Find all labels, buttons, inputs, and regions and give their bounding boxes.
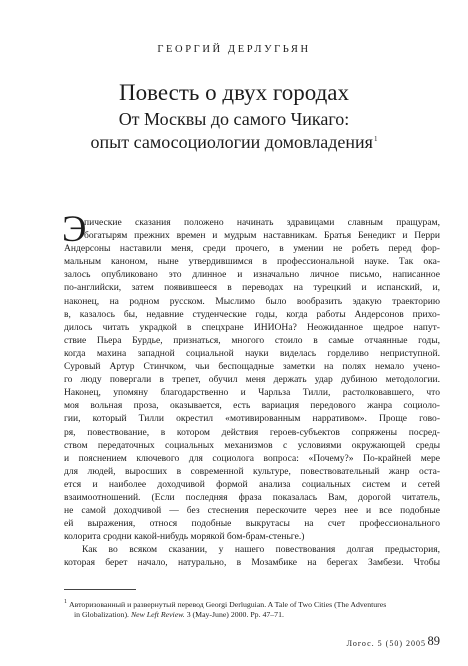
body-line: моя вольная проза, оказывается, есть вариация передового жанра социоло- [64, 400, 440, 412]
footnote-number: 1 [64, 599, 67, 605]
body-line: которая берет начало, натурально, в Мозамбике на берегах Замбези. Чтобы [64, 557, 440, 569]
subtitle-text: опыт самосоциологии домовладения [90, 132, 373, 152]
footnote-rule [64, 589, 136, 590]
body-line: гии, который Тилли окрестил «мотивированным нарративом». Проще гово- [64, 413, 440, 425]
body-line: и пояснением ключевого для социолога вопроса: «Почему?» По-крайней мере [64, 452, 440, 464]
body-line: залось опубликовано это длинное и изначально личное письмо, написанное [64, 269, 440, 281]
footnote-text: Авторизованный и развернутый перевод Georgi Derluguian. A Tale of Two Cities (The Adventures [69, 599, 387, 609]
body-line: ря, повествование, в котором действия героев-субъектов сопряжены посред- [64, 426, 440, 438]
body-line: наконец, на родном русском. Мыслимо было вообразить эдакую траекторию [64, 295, 440, 307]
body-line: Наконец, упомяну благодарственно и Чарльза Тилли, растолковавшего, что [64, 387, 440, 399]
body-line: когда махина западной социальной науки виделась горделиво неприступной. [64, 347, 440, 359]
body-line: ством передаточных социальных механизмов с условиями окружающей среды [64, 439, 440, 451]
footnote-text-b: 3 (May-June) 2000. Pp. 47–71. [186, 610, 284, 620]
footnote [64, 597, 440, 621]
footnote-text-a: in Globalization). [74, 610, 129, 620]
body-line: в, казалось бы, недавние студенческие годы, когда работы Андерсонов прихо- [64, 308, 440, 320]
body-line: богатырям прежних времен и мудрым наставникам. Братья Бенедикт и Перри [84, 230, 440, 242]
body-text [64, 216, 440, 570]
footnote-marker: 1 [373, 135, 378, 143]
author-name: ГЕОРГИЙ ДЕРЛУГЬЯН [157, 44, 311, 55]
body-line: по-английски, затем появившееся в переводах на турецкий и испанский, и, [64, 282, 440, 294]
body-line: для людей, выросших в современной культуре, повествовательный жанр оста- [64, 465, 440, 477]
article-subtitle-line-2 [0, 129, 468, 153]
body-line: мальным каноном, ныне утвердившимся в профессиональной науке. Так ока- [64, 256, 440, 268]
body-line: Суровый Артур Стинчком, чьи беспощадные заметки на полях немало учено- [64, 361, 440, 373]
body-line: ствие Пьера Бурдье, признаться, многого стоило в самые отчаянные годы, [64, 334, 440, 346]
article-title: Повесть о двух городах [119, 80, 349, 105]
first-paragraph-start [64, 216, 440, 242]
body-line: взаимоотношений. (Если последняя фраза показалась Вам, дорогой читатель, [64, 491, 440, 503]
drop-cap: Э [62, 209, 87, 250]
body-line: дилось читать украдкой в спецхране ИНИОНа? Неожиданное щедрое напут- [64, 321, 440, 333]
body-line: не самой доходчивой — без стеснения перескочите через нее и все подобные [64, 505, 440, 517]
page-number: 89 [427, 634, 440, 648]
footnote-journal: New Left Review. [130, 610, 185, 620]
body-line: ется и наиболее доходчивой формой анализа социальных систем и сетей [64, 478, 440, 490]
body-line: го люду повергали в трепет, обучил меня держать удар дубиною методологии. [64, 374, 440, 386]
footnote-line-2 [64, 610, 440, 621]
body-line: Как во всяком сказании, у нашего повествования долгая предыстория, [82, 544, 440, 556]
body-line: колорита сродни какой-нибудь морякой бом-брам-стеньге.) [64, 531, 305, 543]
body-line: ей выражения, относя подобные выкрутасы на счет профессионального [64, 518, 440, 530]
body-line: пические сказания положено начинать здравицами славным пращурам, [84, 217, 440, 228]
body-line: Андерсоны наставили меня, среди прочего, в умении не робеть перед фор- [64, 243, 440, 255]
footnote-line-1 [64, 600, 386, 609]
journal-folio: Логос. 5 (50) 2005 [346, 639, 426, 648]
article-subtitle-line-1: От Москвы до самого Чикаго: [118, 109, 350, 129]
